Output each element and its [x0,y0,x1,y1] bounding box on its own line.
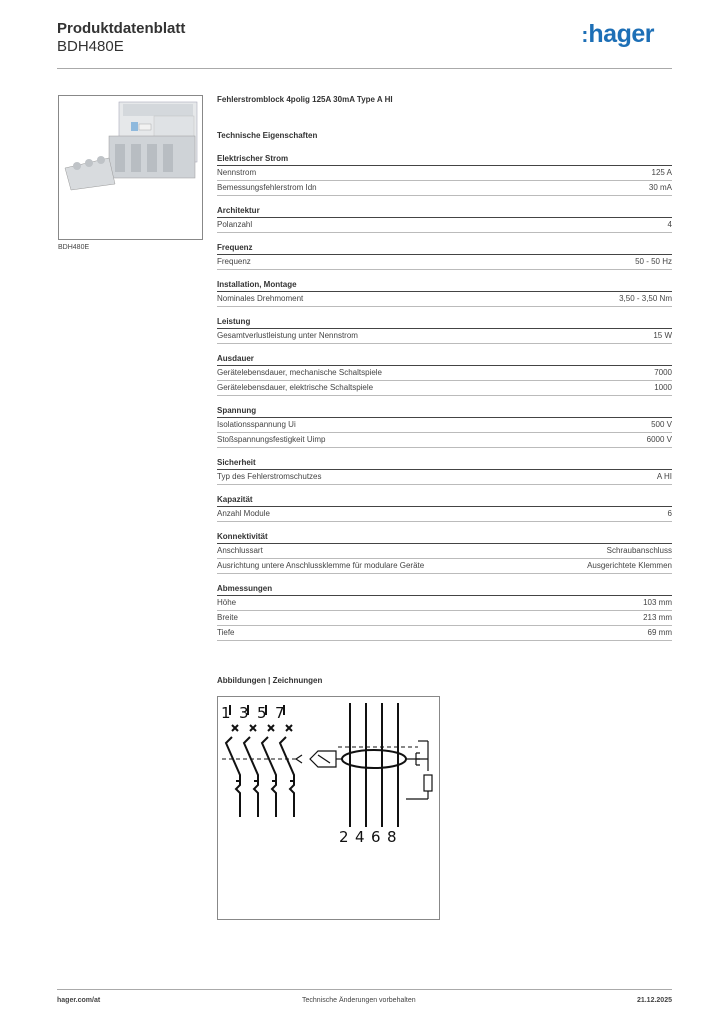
spec-label: Stoßspannungsfestigkeit Uimp [217,435,326,444]
product-image-caption: BDH480E [58,244,90,251]
spec-label: Anschlussart [217,546,263,555]
spec-value: 6000 V [646,435,672,444]
footer-notice: Technische Änderungen vorbehalten [302,997,416,1004]
spec-section [217,456,672,485]
spec-label: Gerätelebensdauer, elektrische Schaltspiele [217,383,374,392]
spec-section [217,152,672,196]
spec-section [217,404,672,448]
spec-section-title: Frequenz [217,241,672,255]
spec-label: Frequenz [217,257,251,266]
spec-value: Schraubanschluss [606,546,672,555]
spec-row [217,292,672,307]
circuit-diagram [218,697,439,919]
terminal-number-top: 1 [221,704,231,722]
spec-section-title: Ausdauer [217,352,672,366]
spec-value: 3,50 - 3,50 Nm [619,294,672,303]
product-description: Fehlerstromblock 4polig 125A 30mA Type A HI [217,95,393,104]
terminal-number-bottom: 8 [387,828,397,846]
spec-row [217,255,672,270]
spec-section [217,278,672,307]
spec-value: 213 mm [643,613,672,622]
terminal-number-top: 3 [239,704,249,722]
spec-section-title: Spannung [217,404,672,418]
spec-section-title: Kapazität [217,493,672,507]
spec-section-title: Abmessungen [217,582,672,596]
spec-section-title: Leistung [217,315,672,329]
spec-section [217,315,672,344]
spec-section [217,582,672,641]
spec-section [217,493,672,522]
spec-label: Bemessungsfehlerstrom Idn [217,183,317,192]
spec-row [217,218,672,233]
spec-row [217,470,672,485]
spec-row [217,181,672,196]
footer-date: 21.12.2025 [636,997,672,1004]
technical-properties-heading: Technische Eigenschaften [217,131,318,140]
spec-row [217,507,672,522]
terminal-number-bottom: 4 [355,828,365,846]
drawings-heading: Abbildungen | Zeichnungen [217,676,323,685]
spec-row [217,596,672,611]
terminal-number-top: 5 [257,704,267,722]
spec-row [217,329,672,344]
spec-label: Tiefe [217,628,235,637]
spec-row [217,544,672,559]
spec-value: A HI [656,472,672,481]
spec-section-title: Sicherheit [217,456,672,470]
spec-value: 15 W [653,331,672,340]
spec-section [217,241,672,270]
spec-label: Polanzahl [217,220,253,229]
spec-section [217,204,672,233]
spec-label: Isolationsspannung Ui [217,420,296,429]
spec-label: Gesamtverlustleistung unter Nennstrom [217,331,358,340]
spec-row [217,366,672,381]
logo-text: hager [588,20,654,48]
spec-row [217,381,672,396]
spec-section [217,352,672,396]
terminal-number-bottom: 6 [371,828,381,846]
footer-website-link[interactable]: hager.com/at [57,997,101,1004]
spec-value: 6 [667,509,672,518]
spec-row [217,418,672,433]
footer-divider [57,989,672,990]
spec-value: 7000 [654,368,672,377]
specifications [217,94,672,649]
spec-value: 4 [667,220,672,229]
spec-label: Höhe [217,598,237,607]
spec-value: 69 mm [647,628,672,637]
spec-label: Nennstrom [217,168,257,177]
product-code: BDH480E [57,38,124,55]
spec-row [217,166,672,181]
spec-value: 103 mm [643,598,672,607]
spec-value: 1000 [654,383,672,392]
page-header [57,20,672,56]
product-image [58,95,203,240]
spec-value: Ausgerichtete Klemmen [587,561,672,570]
spec-label: Gerätelebensdauer, mechanische Schaltspiele [217,368,382,377]
spec-label: Ausrichtung untere Anschlussklemme für modulare Geräte [217,561,425,570]
spec-label: Anzahl Module [217,509,270,518]
spec-section [217,530,672,574]
spec-section-title: Konnektivität [217,530,672,544]
product-photo-illustration [59,96,202,239]
wiring-diagram [217,696,440,920]
spec-section-title: Architektur [217,204,672,218]
spec-row [217,433,672,448]
header-divider [57,68,672,69]
spec-value: 50 - 50 Hz [635,257,672,266]
spec-row [217,559,672,574]
terminal-number-bottom: 2 [339,828,349,846]
spec-row [217,626,672,641]
spec-value: 125 A [651,168,672,177]
spec-value: 30 mA [648,183,672,192]
hager-logo: :hager [581,20,654,48]
spec-section-title: Elektrischer Strom [217,152,672,166]
spec-section-title: Installation, Montage [217,278,672,292]
document-title: Produktdatenblatt [57,20,186,37]
spec-value: 500 V [651,420,672,429]
spec-label: Breite [217,613,238,622]
spec-label: Typ des Fehlerstromschutzes [217,472,322,481]
spec-row [217,611,672,626]
spec-sections [217,152,672,641]
terminal-number-top: 7 [275,704,285,722]
spec-label: Nominales Drehmoment [217,294,304,303]
